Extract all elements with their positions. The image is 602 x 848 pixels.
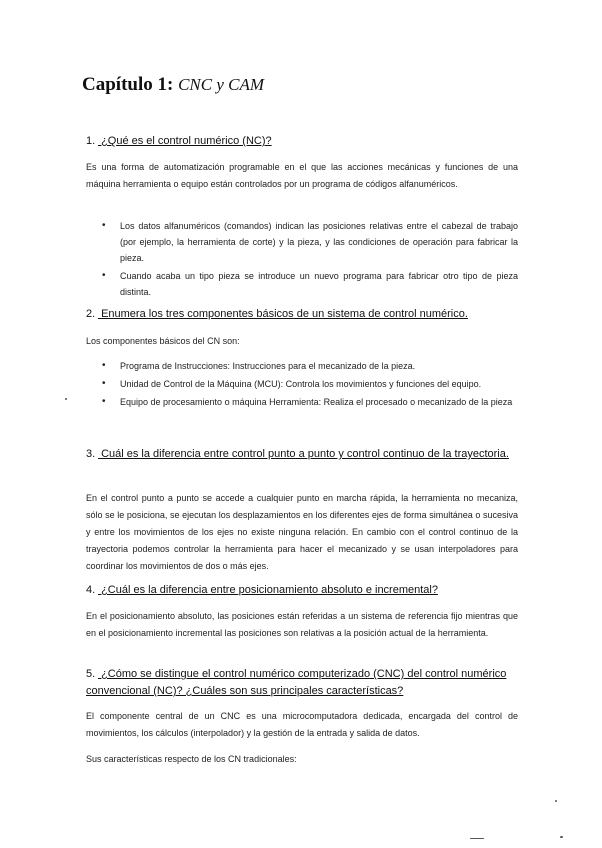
section-5-question: ¿Cómo se distingue el control numérico computerizado (CNC) del control numérico convencional (NC)? ¿Cuáles son sus principales características?	[86, 668, 507, 697]
section-2-paragraph: Los componentes básicos del CN son:	[86, 336, 240, 346]
chapter-title-sub: CNC y CAM	[178, 75, 265, 94]
scan-speck	[560, 836, 563, 838]
section-5-heading	[86, 666, 522, 700]
scan-speck	[65, 398, 67, 400]
list-item-text: Los datos alfanuméricos (comandos) indican las posiciones relativas entre el cabezal de trabajo (por ejemplo, la herramienta de corte) y la pieza, y las condiciones de operación para fabricar la pieza.	[120, 221, 518, 263]
section-3-question: Cuál es la diferencia entre control punto a punto y control continuo de la trayectoria.	[101, 448, 509, 460]
scan-speck	[470, 838, 484, 839]
section-1-paragraph: Es una forma de automatización programable en el que las acciones mecánicas y funciones de una máquina herramienta o equipo están controlados por un programa de códigos alfanuméricos.	[86, 162, 518, 189]
section-3-number: 3.	[86, 448, 96, 460]
section-2-bullet-list	[100, 358, 518, 412]
section-5-number: 5.	[86, 668, 96, 680]
section-4-heading	[86, 582, 522, 599]
chapter-title-main: Capítulo 1:	[82, 74, 174, 95]
list-item-text: Unidad de Control de la Máquina (MCU): Controla los movimientos y funciones del equipo.	[120, 379, 482, 389]
section-1-bullet-list	[100, 218, 518, 302]
section-4-paragraph: En el posicionamiento absoluto, las posiciones están referidas a un sistema de referencia fijo mientras que en el posicionamiento incremental las posiciones son relativas a la posición actual de la herramienta.	[86, 611, 518, 638]
section-2-question: Enumera los tres componentes básicos de un sistema de control numérico.	[101, 308, 468, 320]
list-item-text: Equipo de procesamiento o máquina Herramienta: Realiza el procesado o mecanizado de la pieza	[120, 397, 513, 407]
section-1-number: 1.	[86, 135, 96, 147]
section-5-paragraph: El componente central de un CNC es una microcomputadora dedicada, encargada del control de movimientos, los cálculos (interpolador) y la gestión de la entrada y salida de datos.	[86, 711, 518, 738]
section-3-paragraph: En el control punto a punto se accede a cualquier punto en marcha rápida, la herramienta no mecaniza, sólo se le posiciona, se ejecutan los desplazamientos en los diferentes ejes de forma simultánea o sucesiva y entre los movimientos de los ejes no existe ninguna relación. En cambio con el control continuo de la trayectoria podemos controlar la herramienta para hacer el mecanizado y se usan interpoladores para coordinar los movimientos de dos o más ejes.	[86, 493, 518, 571]
section-3-heading	[86, 446, 522, 463]
list-item	[100, 376, 518, 392]
bullet-icon: •	[102, 378, 106, 389]
section-2-number: 2.	[86, 308, 96, 320]
bullet-icon: •	[102, 396, 106, 407]
section-4-question: ¿Cuál es la diferencia entre posicionamiento absoluto e incremental?	[101, 584, 438, 596]
chapter-title	[82, 74, 264, 96]
bullet-icon: •	[102, 270, 106, 281]
section-2-heading	[86, 306, 522, 323]
list-item	[100, 394, 518, 410]
section-1-heading	[86, 133, 522, 150]
list-item	[100, 218, 518, 266]
bullet-icon: •	[102, 220, 106, 231]
list-item-text: Programa de Instrucciones: Instrucciones para el mecanizado de la pieza.	[120, 361, 416, 371]
list-item-text: Cuando acaba un tipo pieza se introduce un nuevo programa para fabricar otro tipo de pieza distinta.	[120, 271, 518, 297]
bullet-icon: •	[102, 360, 106, 371]
section-4-number: 4.	[86, 584, 96, 596]
scan-speck	[555, 800, 557, 802]
list-item	[100, 358, 518, 374]
list-item	[100, 268, 518, 300]
section-1-question: ¿Qué es el control numérico (NC)?	[101, 135, 272, 147]
section-5-paragraph-2: Sus características respecto de los CN tradicionales:	[86, 754, 297, 764]
